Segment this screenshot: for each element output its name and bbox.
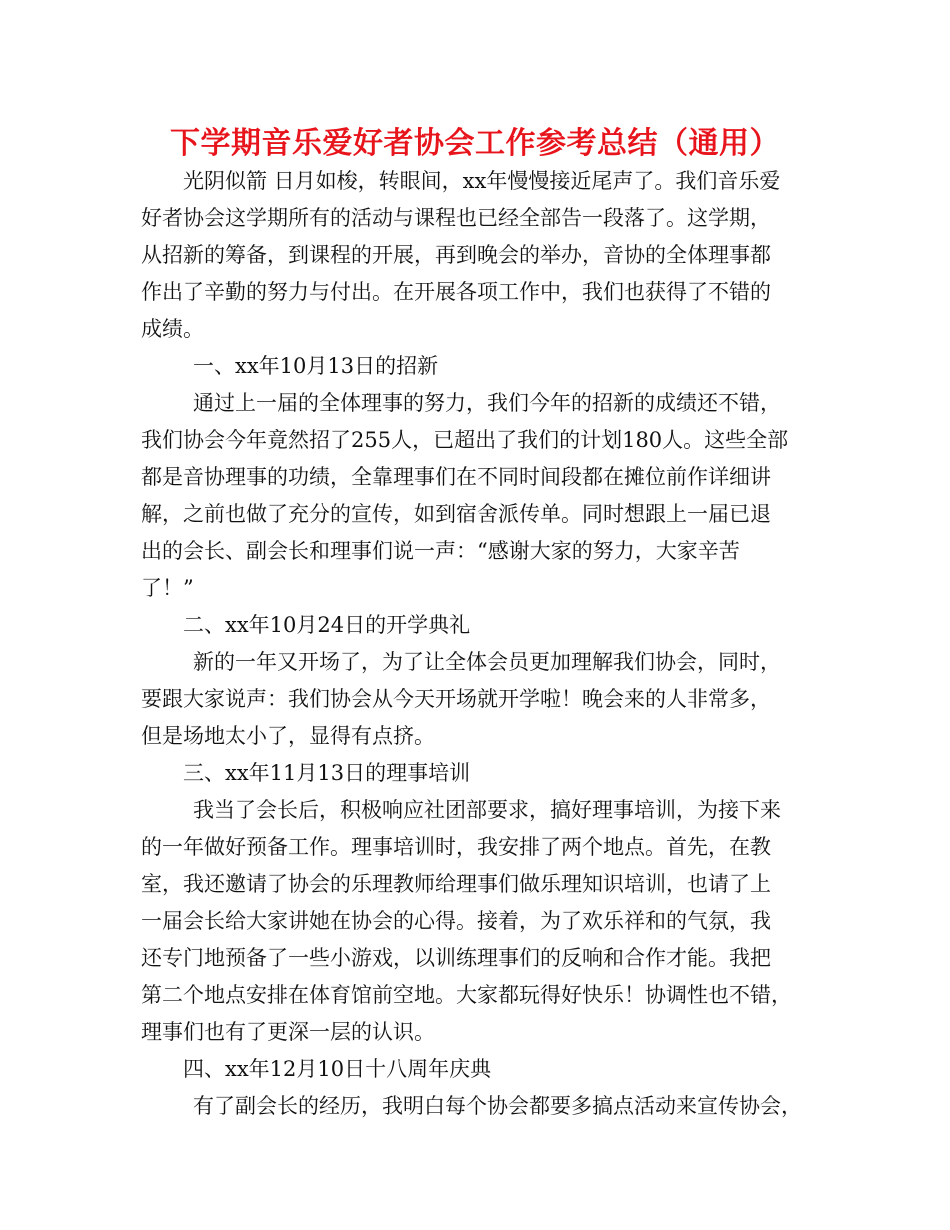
section-4-line-1: 有了副会长的经历，我明白每个协会都要多搞点活动来宣传协会，: [193, 1094, 802, 1118]
section-3-line-4: 一届会长给大家讲她在协会的心得。接着，为了欢乐祥和的气氛，我: [141, 909, 771, 933]
section-1-line-1: 通过上一届的全体理事的努力，我们今年的招新的成绩还不错，: [193, 391, 781, 415]
paragraph-intro-line-3: 从招新的筹备，到课程的开展，再到晚会的举办，音协的全体理事都: [141, 243, 771, 267]
paragraph-intro-line-4: 作出了辛勤的努力与付出。在开展各项工作中，我们也获得了不错的: [141, 280, 771, 304]
section-1-line-4: 解，之前也做了充分的宣传，如到宿舍派传单。同时想跟上一届已退: [141, 502, 771, 526]
document-title: 下学期音乐爱好者协会工作参考总结（通用）: [170, 126, 780, 161]
section-1-line-3: 都是音协理事的功绩，全靠理事们在不同时间段都在摊位前作详细讲: [141, 465, 771, 489]
section-1-line-2: 我们协会今年竟然招了255人，已超出了我们的计划180人。这些全部: [141, 428, 789, 452]
section-3-line-1: 我当了会长后，积极响应社团部要求，搞好理事培训，为接下来: [193, 798, 781, 822]
section-2-line-3: 但是场地太小了，显得有点挤。: [141, 724, 435, 748]
paragraph-intro-line-1: 光阴似箭 日月如梭，转眼间，xx年慢慢接近尾声了。我们音乐爱: [183, 169, 781, 193]
section-3-line-3: 室，我还邀请了协会的乐理教师给理事们做乐理知识培训，也请了上: [141, 872, 771, 896]
section-1-line-6: 了！”: [141, 576, 194, 600]
section-3-line-6: 第二个地点安排在体育馆前空地。大家都玩得好快乐！协调性也不错，: [141, 983, 792, 1007]
section-heading-2: 二、xx年10月24日的开学典礼: [183, 613, 471, 637]
section-2-line-2: 要跟大家说声：我们协会从今天开场就开学啦！晚会来的人非常多，: [141, 687, 771, 711]
section-3-line-7: 理事们也有了更深一层的认识。: [141, 1020, 435, 1044]
document-body: [141, 163, 831, 1125]
section-3-line-5: 还专门地预备了一些小游戏，以训练理事们的反响和合作才能。我把: [141, 946, 771, 970]
section-heading-1: 一、xx年10月13日的招新: [193, 354, 439, 378]
paragraph-intro-line-2: 好者协会这学期所有的活动与课程也已经全部告一段落了。这学期，: [141, 206, 771, 230]
section-heading-3: 三、xx年11月13日的理事培训: [183, 761, 471, 785]
paragraph-intro-line-5: 成绩。: [141, 317, 204, 341]
section-2-line-1: 新的一年又开场了，为了让全体会员更加理解我们协会，同时，: [193, 650, 781, 674]
section-3-line-2: 的一年做好预备工作。理事培训时，我安排了两个地点。首先，在教: [141, 835, 771, 859]
section-1-line-5: 出的会长、副会长和理事们说一声：“感谢大家的努力，大家辛苦: [141, 539, 740, 563]
section-heading-4: 四、xx年12月10日十八周年庆典: [183, 1057, 492, 1081]
